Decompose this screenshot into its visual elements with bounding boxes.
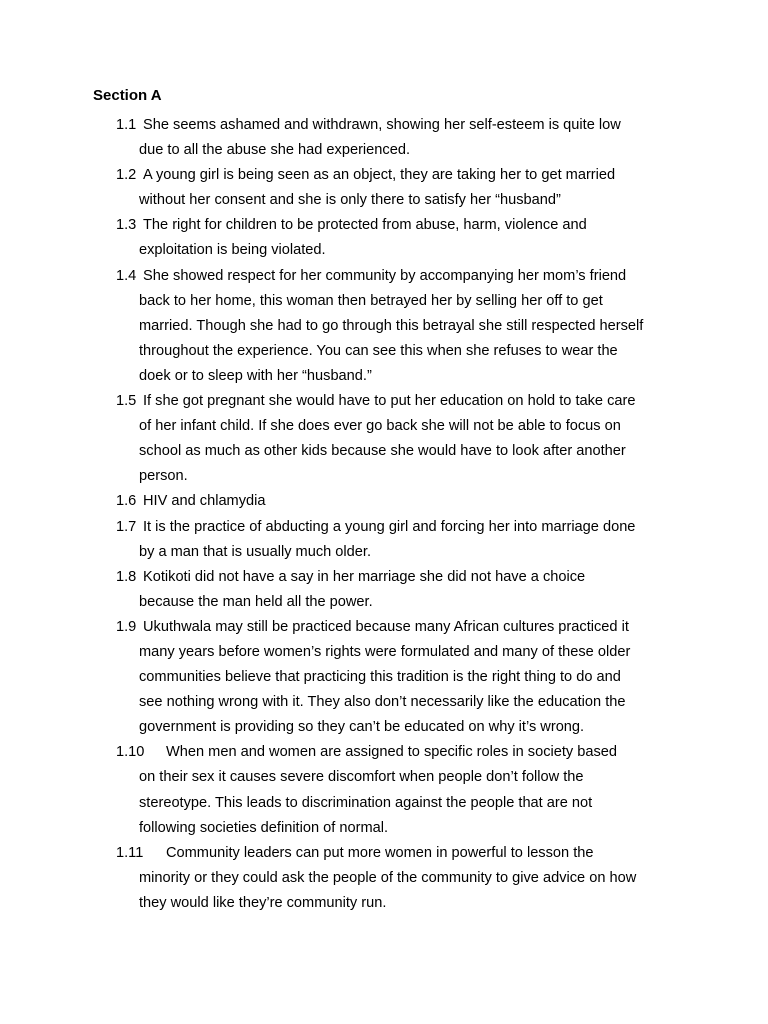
answer-text-line: Ukuthwala may still be practiced because many African cultures practiced it (143, 618, 629, 635)
answer-item (116, 163, 686, 213)
answer-item (116, 615, 686, 740)
answer-number: 1.2 (116, 167, 137, 184)
answer-text-line: She showed respect for her community by accompanying her mom’s friend (143, 267, 627, 284)
answer-text-line: by a man that is usually much older. (139, 543, 371, 560)
answer-text-line: The right for children to be protected from abuse, harm, violence and (143, 217, 587, 234)
section-heading: Section A (93, 87, 162, 104)
answer-item (116, 740, 686, 840)
answer-item (116, 389, 686, 489)
answer-text-line: they would like they’re community run. (139, 894, 387, 911)
answer-number: 1.5 (116, 393, 137, 410)
answer-text-line: government is providing so they can’t be educated on why it’s wrong. (139, 719, 585, 736)
answer-text-line: HIV and chlamydia (143, 493, 266, 510)
answer-text-line: on their sex it causes severe discomfort when people don’t follow the (139, 769, 584, 786)
answer-text-line: following societies definition of normal. (139, 819, 389, 836)
answer-text-line: many years before women’s rights were formulated and many of these older (139, 643, 631, 660)
answer-number: 1.10 (116, 744, 145, 761)
answer-number: 1.11 (116, 844, 144, 861)
answer-text-line: because the man held all the power. (139, 593, 373, 610)
answer-text-line: married. Though she had to go through this betrayal she still respected herself (139, 317, 644, 334)
answer-text-line: Community leaders can put more women in powerful to lesson the (166, 844, 594, 861)
answer-item (116, 565, 686, 615)
answer-item (116, 489, 686, 514)
answer-number: 1.7 (116, 518, 137, 535)
answer-text-line: Kotikoti did not have a say in her marriage she did not have a choice (143, 568, 586, 585)
answer-text-line: exploitation is being violated. (139, 242, 326, 259)
answer-number: 1.1 (116, 117, 137, 133)
answer-text-line: When men and women are assigned to specific roles in society based (166, 744, 618, 761)
answer-number: 1.3 (116, 217, 137, 234)
answer-text-line: communities believe that practicing this tradition is the right thing to do and (139, 669, 621, 686)
answer-list (116, 113, 686, 916)
answer-item (116, 113, 686, 163)
answer-text-line: person. (139, 468, 188, 485)
answer-text-line: school as much as other kids because she would have to look after another (139, 443, 626, 460)
answer-item (116, 264, 686, 389)
answer-item (116, 841, 686, 916)
answer-text-line: minority or they could ask the people of the community to give advice on how (139, 869, 637, 886)
answer-number: 1.9 (116, 618, 137, 635)
answer-text-line: stereotype. This leads to discrimination against the people that are not (139, 794, 593, 811)
answer-text-line: back to her home, this woman then betrayed her by selling her off to get (139, 292, 603, 309)
answer-text-line: If she got pregnant she would have to put her education on hold to take care (143, 393, 636, 410)
answer-number: 1.8 (116, 568, 137, 585)
answer-item (116, 213, 686, 263)
answer-text-line: It is the practice of abducting a young girl and forcing her into marriage done (143, 518, 636, 535)
answer-text-line: throughout the experience. You can see this when she refuses to wear the (139, 342, 618, 359)
answer-item (116, 515, 686, 565)
answer-text-line: of her infant child. If she does ever go back she will not be able to focus on (139, 418, 621, 435)
answer-number: 1.6 (116, 493, 137, 510)
answer-text-line: see nothing wrong with it. They also don’t necessarily like the education the (139, 694, 626, 711)
answer-text-line: due to all the abuse she had experienced. (139, 142, 410, 159)
answer-text-line: without her consent and she is only there to satisfy her “husband” (139, 192, 561, 209)
answer-number: 1.4 (116, 267, 137, 284)
answer-text-line: She seems ashamed and withdrawn, showing her self-esteem is quite low (143, 117, 621, 133)
answer-text-line: doek or to sleep with her “husband.” (139, 367, 372, 384)
answer-text-line: A young girl is being seen as an object, they are taking her to get married (143, 167, 616, 184)
